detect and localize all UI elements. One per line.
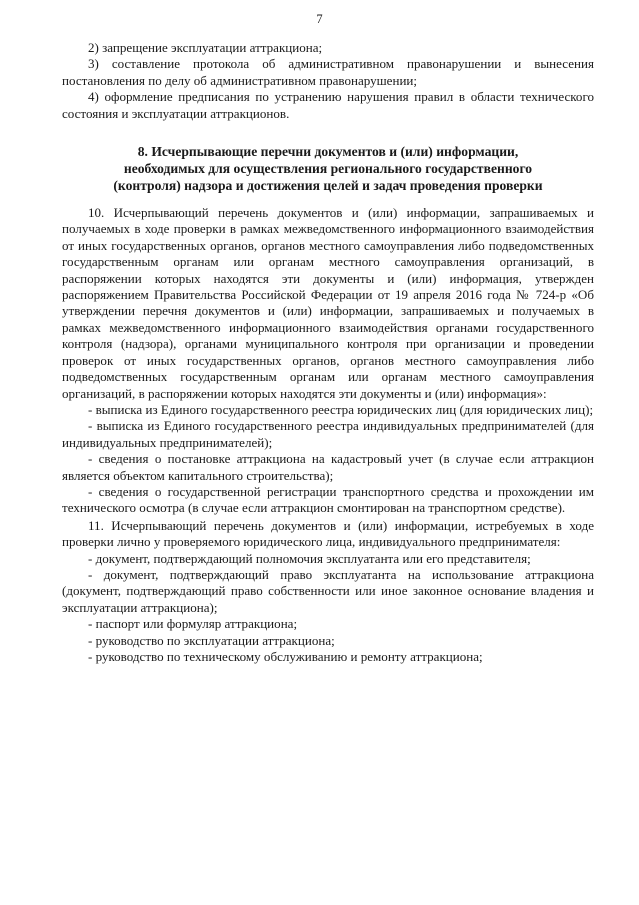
section-heading-line: 8. Исчерпывающие перечни документов и (или) информации, [137, 144, 519, 160]
section-heading [62, 143, 594, 194]
list-item: - паспорт или формуляр аттракциона; [88, 616, 298, 632]
paragraph-10: 10. Исчерпывающий перечень документов и (или) информации, запрашиваемых и получаемых в ходе проверки в рамках межведомственного информационного взаимодействия от иных государственных органов, органов местного самоуправления либо подведомственных государственным органам или органам местного самоуправления организаций, в распоряжении которых находятся эти документы и (или) информация, утвержден распоряжением Правительства Российской Федерации от 19 апреля 2016 года № 724-р «Об утверждении перечня документов и (или) информации, запрашиваемых и получаемых в рамках межведомственного информационного взаимодействия органами государственного контроля (надзора), органами муниципального контроля при организации и проведении проверок от иных государственных органов, органов местного самоуправления либо подведомственных государственным органам или органам местного самоуправления организаций, в распоряжении которых находятся эти документы и (или) информация»: [62, 205, 594, 401]
list-item: - выписка из Единого государственного реестра юридических лиц (для юридических лиц); [88, 401, 594, 417]
document-body [62, 40, 594, 665]
list-item: 4) оформление предписания по устранению нарушения правил в области технического состояния и эксплуатации аттракционов. [62, 89, 594, 121]
list-item: - сведения о государственной регистрации транспортного средства и прохождении им технического осмотра (в случае если аттракцион смонтирован на транспортном средстве). [62, 483, 594, 516]
section-heading-line: (контроля) надзора и достижения целей и задач проведения проверки [113, 178, 543, 194]
page-number: 7 [316, 12, 323, 26]
list-item: - документ, подтверждающий право эксплуатанта на использование аттракциона (документ, подтверждающий право собственности или иное законное основание владения и эксплуатации аттракциона); [62, 566, 594, 615]
list-item: 3) составление протокола об административном правонарушении и вынесения постановления по делу об административном правонарушении; [62, 56, 594, 88]
list-item: - руководство по эксплуатации аттракциона; [88, 632, 335, 648]
list-item: - выписка из Единого государственного реестра индивидуальных предпринимателей (для индивидуальных предпринимателей); [62, 418, 594, 450]
list-item: - руководство по техническому обслуживанию и ремонту аттракциона; [88, 649, 483, 664]
list-item: - документ, подтверждающий полномочия эксплуатанта или его представителя; [88, 550, 531, 566]
section-heading-line: необходимых для осуществления регионального государственного [123, 161, 533, 177]
paragraph-11: 11. Исчерпывающий перечень документов и (или) информации, истребуемых в ходе проверки лично у проверяемого юридического лица, индивидуального предпринимателя: [62, 517, 594, 550]
list-item: 2) запрещение эксплуатации аттракциона; [88, 40, 323, 55]
list-item: - сведения о постановке аттракциона на кадастровый учет (в случае если аттракцион является объектом капитального строительства); [62, 451, 594, 483]
